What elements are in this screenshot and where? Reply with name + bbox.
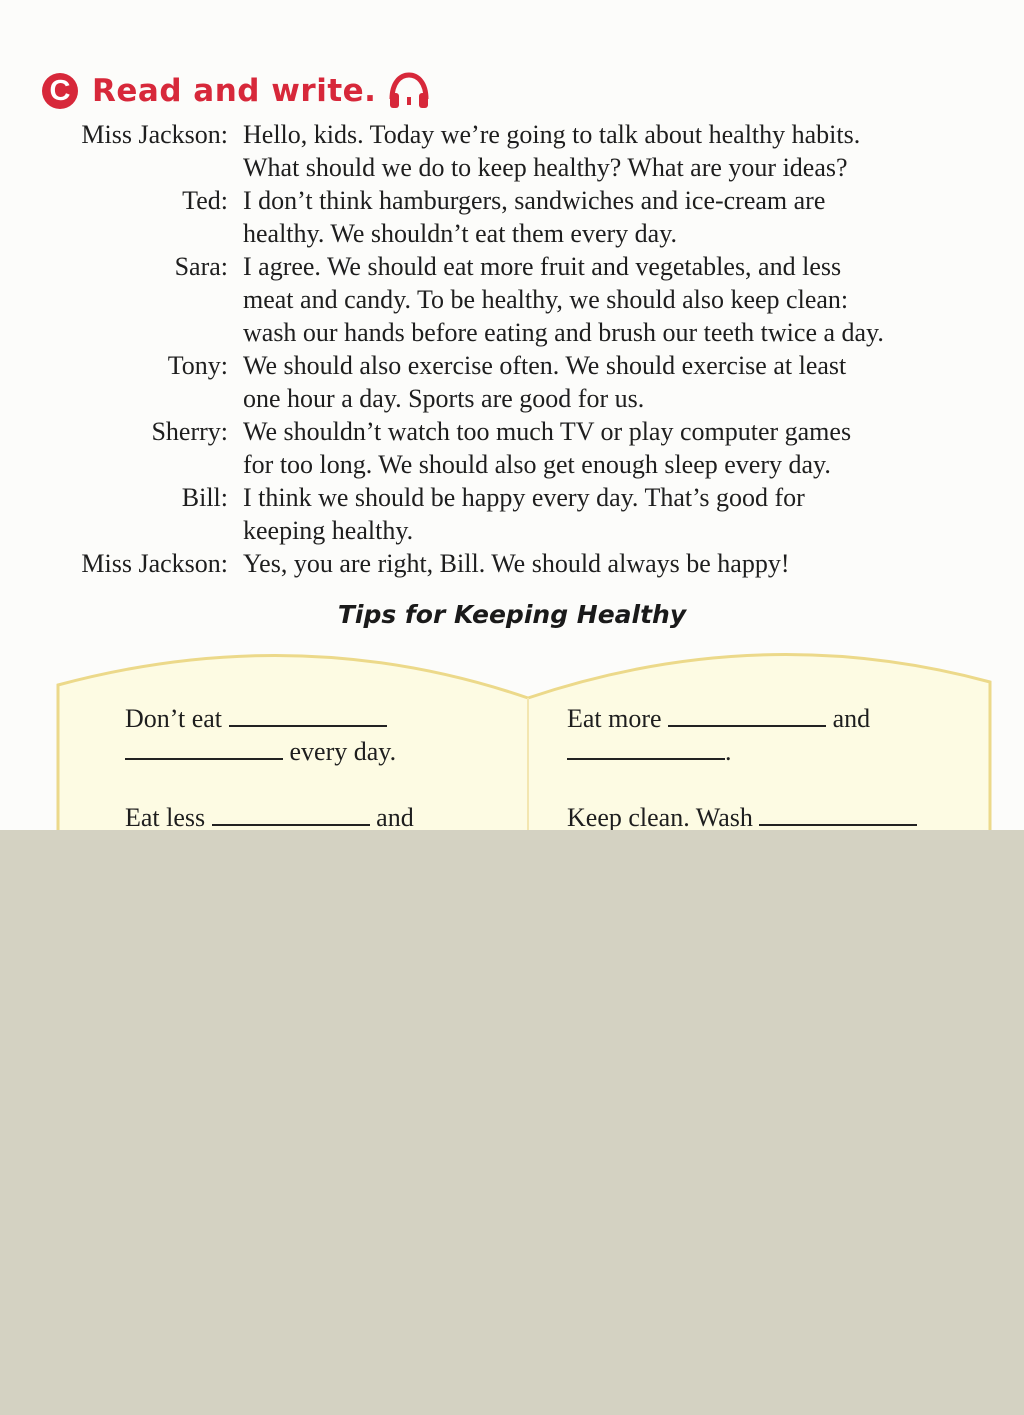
blank-lower-panel bbox=[0, 830, 1024, 1415]
answer-blank[interactable] bbox=[759, 806, 917, 826]
dialogue-line: I agree. We should eat more fruit and vegetables, and less bbox=[243, 252, 842, 281]
section-badge: C bbox=[42, 73, 78, 109]
dialogue-line: one hour a day. Sports are good for us. bbox=[243, 384, 645, 413]
speaker-label: Sherry: bbox=[151, 417, 228, 446]
tips-title: Tips for Keeping Healthy bbox=[337, 600, 687, 629]
tip-text: every day. bbox=[289, 737, 397, 766]
dialogue-line: I don’t think hamburgers, sandwiches and ice-cream are bbox=[243, 186, 826, 215]
speaker-label: Sara: bbox=[174, 252, 228, 281]
dialogue-line: What should we do to keep healthy? What are your ideas? bbox=[243, 153, 848, 182]
answer-blank[interactable] bbox=[567, 740, 725, 760]
answer-blank[interactable] bbox=[212, 806, 370, 826]
answer-blank[interactable] bbox=[229, 707, 387, 727]
dialogue-line: I think we should be happy every day. That’s good for bbox=[243, 483, 805, 512]
tip-right-2 bbox=[567, 801, 917, 830]
tip-text: Eat more bbox=[567, 704, 662, 733]
section-title: Read and write. bbox=[92, 73, 377, 109]
speaker-label: Ted: bbox=[182, 186, 228, 215]
tip-left-2 bbox=[125, 801, 414, 830]
dialogue-line: healthy. We shouldn’t eat them every day. bbox=[243, 219, 678, 248]
headphones-icon[interactable] bbox=[386, 71, 432, 111]
tip-text: and bbox=[832, 704, 871, 733]
dialogue-line: We should also exercise often. We should exercise at least bbox=[243, 351, 847, 380]
speaker-label: Miss Jackson: bbox=[81, 120, 228, 149]
answer-blank[interactable] bbox=[125, 740, 283, 760]
answer-blank[interactable] bbox=[668, 707, 826, 727]
speaker-label: Miss Jackson: bbox=[81, 549, 228, 578]
speaker-label: Tony: bbox=[167, 351, 228, 380]
tip-text: and bbox=[376, 803, 414, 830]
section-header bbox=[42, 70, 432, 112]
tip-text: Don’t eat bbox=[125, 704, 222, 733]
dialogue-line: Yes, you are right, Bill. We should always be happy! bbox=[243, 549, 790, 578]
tip-text: Eat less bbox=[125, 803, 206, 830]
tip-left-1 bbox=[125, 702, 387, 735]
dialogue-line: keeping healthy. bbox=[243, 516, 414, 545]
dialogue-line: Hello, kids. Today we’re going to talk about healthy habits. bbox=[243, 120, 861, 149]
tip-left-1-cont bbox=[125, 735, 396, 768]
dialogue-line: We shouldn’t watch too much TV or play computer games bbox=[243, 417, 852, 446]
tip-text: Keep clean. Wash bbox=[567, 803, 753, 830]
dialogue-line: wash our hands before eating and brush our teeth twice a day. bbox=[243, 318, 884, 347]
tip-right-1-cont bbox=[567, 735, 732, 768]
tip-right-1 bbox=[567, 702, 870, 735]
tip-text: . bbox=[725, 737, 732, 766]
speaker-label: Bill: bbox=[181, 483, 228, 512]
dialogue-line: meat and candy. To be healthy, we should also keep clean: bbox=[243, 285, 849, 314]
dialogue-line: for too long. We should also get enough sleep every day. bbox=[243, 450, 831, 479]
